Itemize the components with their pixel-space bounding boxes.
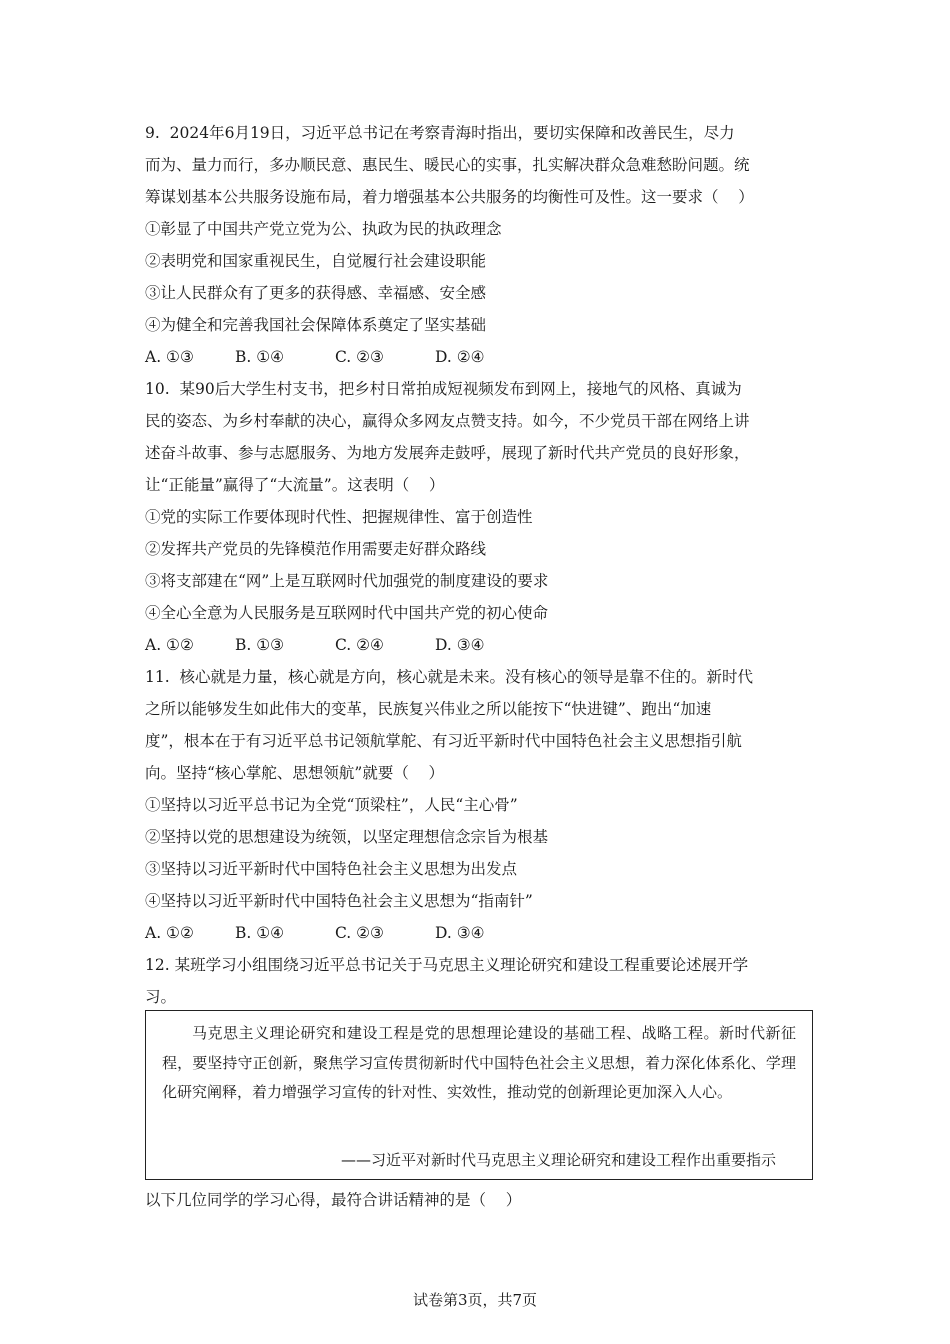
question-stem-line: 向。坚持“核心掌舵、思想领航”就要（ ）: [145, 764, 445, 782]
quote-box: [145, 1010, 813, 1180]
quote-source: ——习近平对新时代马克思主义理论研究和建设工程作出重要指示: [340, 1150, 776, 1169]
option-statement: ②表明党和国家重视民生，自觉履行社会建设职能: [145, 252, 487, 270]
answer-choices: [145, 341, 813, 373]
question-11: [145, 661, 813, 949]
question-stem-line: 度”，根本在于有习近平总书记领航掌舵、有习近平新时代中国特色社会主义思想指引航: [145, 732, 742, 750]
question-stem-line: 之所以能够发生如此伟大的变革，民族复兴伟业之所以能按下“快进键”、跑出“加速: [145, 700, 712, 718]
exam-page-content: [145, 117, 813, 1013]
question-stem-line: 筹谋划基本公共服务设施布局，着力增强基本公共服务的均衡性可及性。这一要求（ ）: [145, 188, 754, 206]
choice-c: C. ②③: [335, 924, 384, 942]
question-stem-line: 而为、量力而行，多办顺民意、惠民生、暖民心的实事，扎实解决群众急难愁盼问题。统: [145, 156, 750, 174]
choice-b: B. ①④: [235, 924, 285, 942]
question-stem-line: 12. 某班学习小组围绕习近平总书记关于马克思主义理论研究和建设工程重要论述展开学: [145, 956, 749, 974]
option-statement: ④全心全意为人民服务是互联网时代中国共产党的初心使命: [145, 604, 549, 622]
option-statement: ①彰显了中国共产党立党为公、执政为民的执政理念: [145, 220, 502, 238]
quote-line: 化体系化、学理化研究阐释，着力增强学习宣传的针对性、实效性，推动党的创新理论: [162, 1053, 796, 1101]
page-footer: 试卷第3页，共7页: [412, 1291, 538, 1309]
question-12: [145, 949, 813, 1013]
question-stem-line: 10. 某90后大学生村支书，把乡村日常拍成短视频发布到网上，接地气的风格、真诚为: [145, 380, 742, 398]
choice-d: D. ②④: [435, 348, 485, 366]
question-prompt: 以下几位同学的学习心得，最符合讲话精神的是（ ）: [145, 1191, 522, 1209]
answer-choices: [145, 629, 813, 661]
option-statement: ③将支部建在“网”上是互联网时代加强党的制度建设的要求: [145, 572, 549, 590]
choice-c: C. ②③: [335, 348, 384, 366]
question-stem-line: 习。: [145, 988, 177, 1006]
choice-b: B. ①③: [235, 636, 285, 654]
choice-a: A. ①②: [145, 924, 194, 942]
option-statement: ④为健全和完善我国社会保障体系奠定了坚实基础: [145, 316, 487, 334]
question-stem-line: 9. 2024年6月19日，习近平总书记在考察青海时指出，要切实保障和改善民生，尽力: [145, 124, 735, 142]
option-statement: ①坚持以习近平总书记为全党“顶梁柱”，人民“主心骨”: [145, 796, 518, 814]
answer-choices: [145, 917, 813, 949]
question-10: [145, 373, 813, 661]
quote-line: 代新征程，要坚持守正创新，聚焦学习宣传贯彻新时代中国特色社会主义思想，着力深: [162, 1024, 796, 1072]
question-stem-line: 11. 核心就是力量，核心就是方向，核心就是未来。没有核心的领导是靠不住的。新时代: [145, 668, 754, 686]
choice-d: D. ③④: [435, 924, 485, 942]
option-statement: ②发挥共产党员的先锋模范作用需要走好群众路线: [145, 540, 487, 558]
choice-d: D. ③④: [435, 636, 485, 654]
question-stem-line: 述奋斗故事、参与志愿服务、为地方发展奔走鼓呼，展现了新时代共产党员的良好形象，: [145, 444, 750, 462]
question-9: [145, 117, 813, 373]
choice-a: A. ①③: [145, 348, 194, 366]
choice-c: C. ②④: [335, 636, 384, 654]
option-statement: ②坚持以党的思想建设为统领，以坚定理想信念宗旨为根基: [145, 828, 549, 846]
question-stem-line: 让“正能量”赢得了“大流量”。这表明（ ）: [145, 476, 445, 494]
option-statement: ①党的实际工作要体现时代性、把握规律性、富于创造性: [145, 508, 533, 526]
option-statement: ③让人民群众有了更多的获得感、幸福感、安全感: [145, 284, 487, 302]
choice-b: B. ①④: [235, 348, 285, 366]
quote-line: 更加深入人心。: [627, 1083, 733, 1101]
option-statement: ③坚持以习近平新时代中国特色社会主义思想为出发点: [145, 860, 518, 878]
option-statement: ④坚持以习近平新时代中国特色社会主义思想为“指南针”: [145, 892, 533, 910]
quote-line: 马克思主义理论研究和建设工程是党的思想理论建设的基础工程、战略工程。新时: [192, 1024, 750, 1042]
choice-a: A. ①②: [145, 636, 194, 654]
quote-paragraph: [162, 1019, 796, 1108]
question-stem-line: 民的姿态、为乡村奉献的决心，赢得众多网友点赞支持。如今，不少党员干部在网络上讲: [145, 412, 750, 430]
